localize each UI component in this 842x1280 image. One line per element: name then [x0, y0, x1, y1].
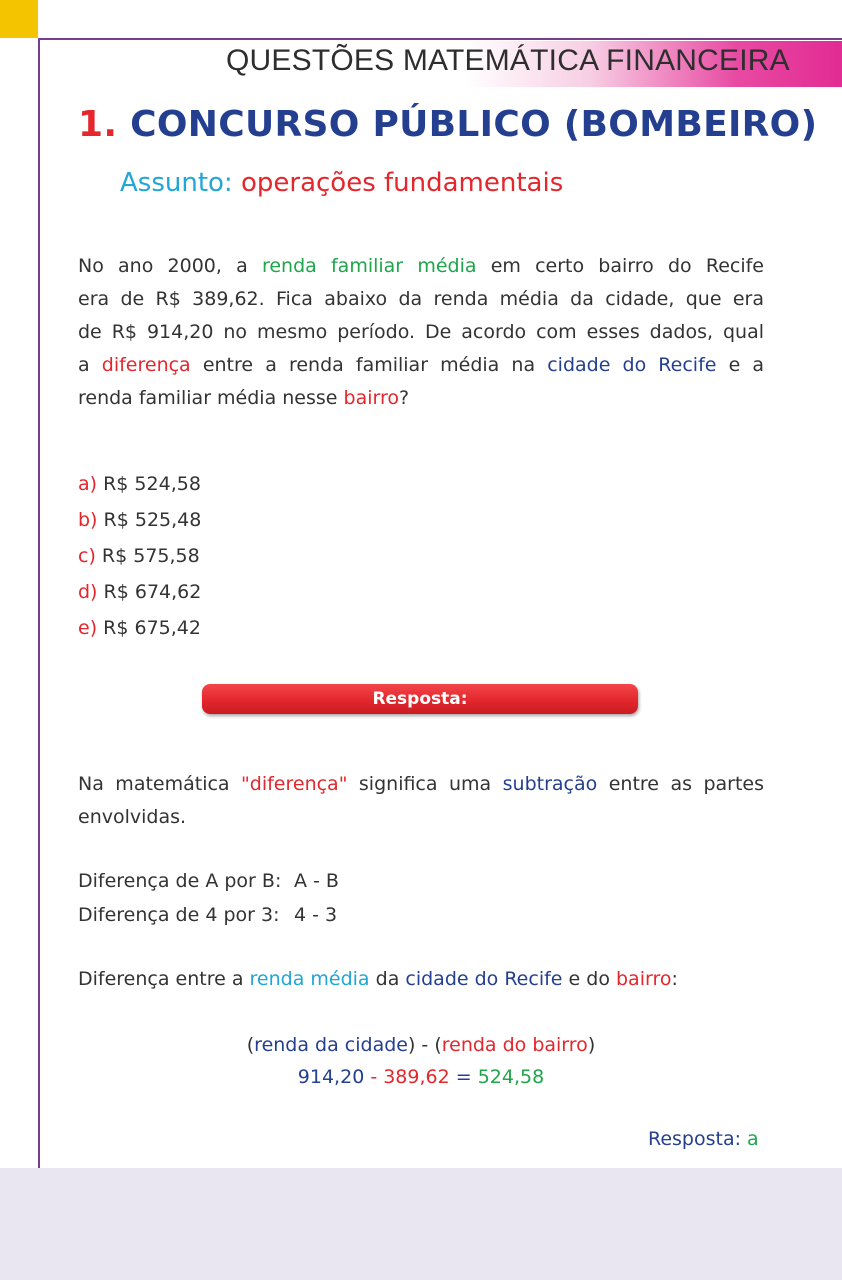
option-e [78, 617, 201, 639]
statement-line: a diferença entre a renda familiar média na cidade do Recife e a [78, 354, 765, 376]
question-heading [78, 104, 817, 145]
option-letter: b) [78, 509, 98, 531]
option-c [78, 545, 200, 567]
keyword-bairro: bairro [343, 387, 400, 409]
keyword-bairro: bairro [615, 968, 672, 990]
final-answer-label: Resposta: [648, 1128, 742, 1150]
formula-city: renda da cidade [254, 1034, 408, 1056]
top-rule [38, 38, 842, 40]
option-text: R$ 575,58 [95, 545, 200, 567]
resposta-bar [202, 684, 638, 714]
explanation [78, 768, 764, 834]
keyword-diferenca-quoted: "diferença" [241, 773, 348, 795]
keyword-diferenca: diferença [101, 354, 191, 376]
option-letter: c) [78, 545, 96, 567]
question-number: 1. [78, 104, 118, 145]
resposta-label: Resposta: [372, 689, 468, 709]
option-text: R$ 675,42 [97, 617, 201, 639]
formula-bairro: renda do bairro [441, 1034, 588, 1056]
example-ab-label: Diferença de A por B: [78, 870, 282, 892]
statement-line: era de R$ 389,62. Fica abaixo da renda média da cidade, que era [78, 288, 764, 310]
option-letter: a) [78, 473, 98, 495]
option-d [78, 581, 201, 603]
final-answer [648, 1128, 759, 1150]
option-letter: e) [78, 617, 98, 639]
subject-value: operações fundamentais [240, 168, 564, 198]
example-ab-value: A - B [294, 870, 339, 892]
example-43-value: 4 - 3 [294, 904, 338, 926]
keyword-cidade-do-recife: cidade do Recife [405, 968, 563, 990]
subject-line [120, 168, 563, 198]
option-text: R$ 524,58 [97, 473, 201, 495]
statement-line: renda familiar média nesse bairro? [78, 387, 410, 409]
calc-result: 524,58 [477, 1066, 545, 1088]
option-letter: d) [78, 581, 98, 603]
keyword-subtracao: subtração [502, 773, 598, 795]
formula-line: (renda da cidade) - (renda do bairro) [246, 1034, 596, 1056]
subject-label: Assunto: [120, 168, 233, 198]
example-43-label: Diferença de 4 por 3: [78, 904, 280, 926]
option-b [78, 509, 201, 531]
statement-line: de R$ 914,20 no mesmo período. De acordo com esses dados, qual [78, 321, 764, 343]
question-title: CONCURSO PÚBLICO (BOMBEIRO) [130, 104, 818, 145]
statement-line: No ano 2000, a renda familiar média em certo bairro do Recife [78, 255, 764, 277]
left-rule [38, 38, 40, 1170]
option-text: R$ 674,62 [97, 581, 202, 603]
keyword-renda-familiar-media: renda familiar média [261, 255, 477, 277]
explanation-line: envolvidas. [78, 806, 187, 828]
footer-band [0, 1168, 842, 1280]
difference-statement: Diferença entre a renda média da cidade do Recife e do bairro: [78, 968, 678, 990]
calculation-line: 914,20 - 389,62 = 524,58 [297, 1066, 545, 1088]
page-title: QUESTÕES MATEMÁTICA FINANCEIRA [226, 44, 790, 77]
explanation-line: Na matemática "diferença" significa uma subtração entre as partes [78, 773, 764, 795]
question-statement [78, 250, 764, 415]
calc-bairro-value: 389,62 [383, 1066, 450, 1088]
option-text: R$ 525,48 [97, 509, 202, 531]
final-answer-value: a [741, 1128, 759, 1150]
calc-city-value: 914,20 [297, 1066, 365, 1088]
keyword-renda-media: renda média [249, 968, 370, 990]
option-a [78, 473, 201, 495]
corner-tab [0, 0, 38, 38]
keyword-cidade-do-recife: cidade do Recife [547, 354, 717, 376]
